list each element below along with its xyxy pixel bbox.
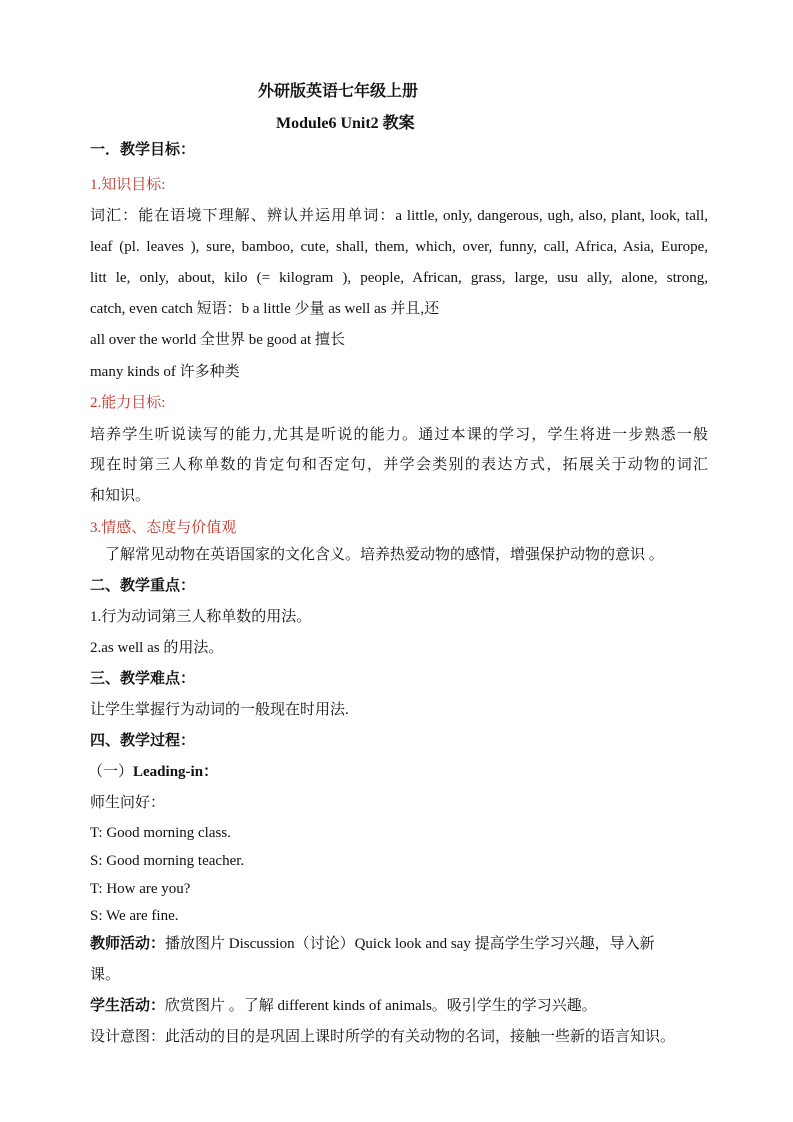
section-heading-key-points: 二、教学重点： [90,578,196,594]
step-name: Leading-in： [133,764,219,780]
subheading-emotion: 3.情感、态度与价值观 [90,520,237,536]
dialogue-line-4: S: We are fine. [90,908,179,924]
ability-line-3: 和知识。 [90,488,151,504]
subheading-ability: 2.能力目标: [90,395,166,411]
teacher-activity-continued: 课。 [90,967,121,983]
vocab-line-3: litt le, only, about, kilo (= kilogram ), people, African, grass, large, usu ally, alone, strong, [90,270,708,286]
step-leading-in [88,762,218,782]
difficulty-1: 让学生掌握行为动词的一般现在时用法. [90,702,349,718]
vocab-line-4: catch, even catch 短语：b a little 少量 as well as 并且,还 [90,301,440,317]
dialogue-line-2: S: Good morning teacher. [90,853,245,869]
subheading-knowledge: 1.知识目标: [90,177,166,193]
dialogue-line-1: T: Good morning class. [90,825,231,841]
ability-line-1: 培养学生听说读写的能力,尤其是听说的能力。通过本课的学习，学生将进一步熟悉一般 [90,427,708,443]
student-activity [90,996,597,1016]
dialogue-line-3: T: How are you? [90,881,191,897]
teacher-activity-text: 播放图片 Discussion（讨论）Quick look and say 提高学生学习兴趣，导入新 [165,936,655,952]
design-intent: 设计意图：此活动的目的是巩固上课时所学的有关动物的名词，接触一些新的语言知识。 [90,1029,676,1045]
teacher-activity-label: 教师活动： [90,936,166,952]
phrase-line-6: many kinds of 许多种类 [90,364,240,380]
key-point-2: 2.as well as 的用法。 [90,640,224,656]
key-point-1: 1.行为动词第三人称单数的用法。 [90,609,312,625]
ability-line-2: 现在时第三人称单数的肯定句和否定句，并学会类别的表达方式，拓展关于动物的词汇 [90,457,708,473]
step-prefix: （一） [88,764,134,780]
vocab-line-2: leaf (pl. leaves ), sure, bamboo, cute, shall, them, which, over, funny, call, Africa, Asia, Europe, [90,239,708,255]
section-heading-objectives: 一．教学目标： [90,142,196,158]
phrase-line-5: all over the world 全世界 be good at 擅长 [90,332,345,348]
document-subtitle: Module6 Unit2 教案 [276,115,415,132]
section-heading-process: 四、教学过程： [90,733,196,749]
vocab-line-1: 词汇：能在语境下理解、辨认并运用单词：a little, only, dangerous, ugh, also, plant, look, tall, [90,208,708,224]
student-activity-text: 欣赏图片 。了解 different kinds of animals。吸引学生的学习兴趣。 [165,998,597,1014]
section-heading-difficulties: 三、教学难点： [90,671,196,687]
greeting-label: 师生问好： [90,795,166,811]
emotion-text: 了解常见动物在英语国家的文化含义。培养热爱动物的感情，增强保护动物的意识 。 [105,547,664,563]
student-activity-label: 学生活动： [90,998,166,1014]
document-title: 外研版英语七年级上册 [258,83,419,100]
teacher-activity [90,934,655,954]
